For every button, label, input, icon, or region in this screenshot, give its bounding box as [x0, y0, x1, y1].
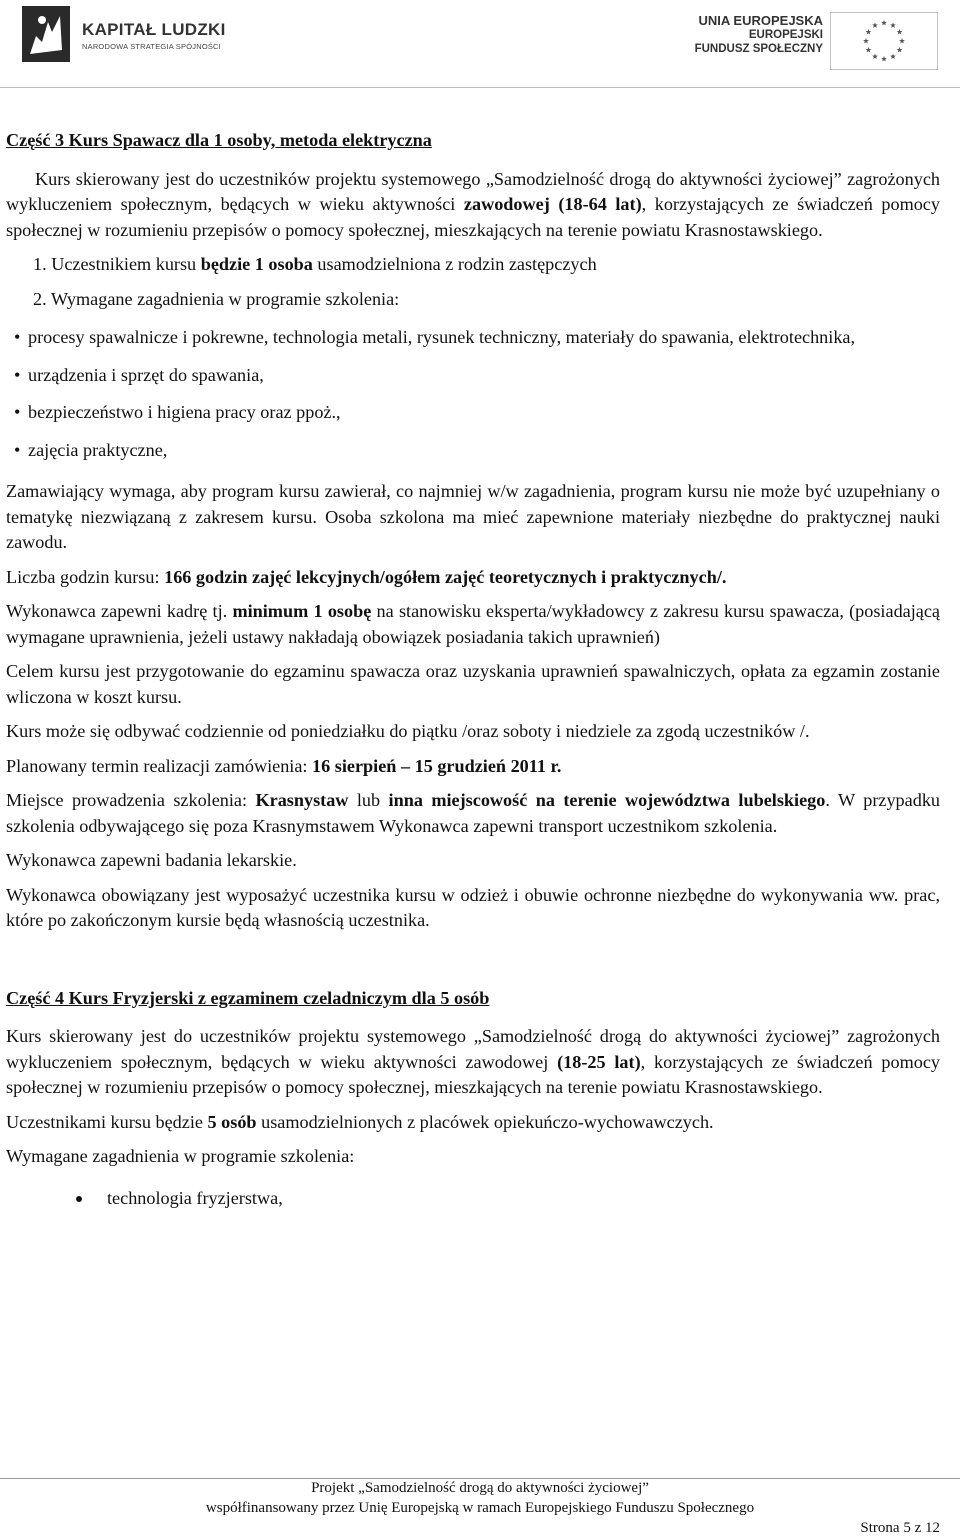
- item-1-count: będzie 1 osoba: [200, 254, 313, 274]
- kapital-ludzki-name: KAPITAŁ LUDZKI: [82, 20, 226, 39]
- part3-term: [6, 754, 940, 780]
- eu-logo-line1: UNIA EUROPEJSKA: [698, 13, 823, 28]
- location-text: . W przypadku szkolenia odbywającego się poza Krasnymstawem Wykonawca zapewni transport uczestnikom szkolenia.: [6, 790, 941, 836]
- page-number: Strona 5 z 12: [860, 1520, 940, 1536]
- participants-count: 5 osób: [207, 1111, 257, 1132]
- part3-bullet: • procesy spawalnicze i pokrewne, technologia metali, rysunek techniczny, materiały do spawania, elektrotechnika,: [6, 325, 940, 351]
- header-divider: [0, 87, 960, 88]
- eu-logo-line2: EUROPEJSKI: [748, 29, 823, 41]
- part3-item-2: 2. Wymagane zagadnienia w programie szkolenia:: [33, 288, 400, 309]
- document-body: [6, 128, 940, 1211]
- location-or: lub: [348, 790, 389, 810]
- part3-goal: Celem kursu jest przygotowanie do egzaminu spawacza oraz uzyskania uprawnień spawalniczych, opłata za egzamin zostanie wliczona w koszt kursu.: [6, 661, 940, 707]
- part3-intro-text: Kurs skierowany jest do uczestników projektu systemowego „Samodzielność drogą do aktywności życiowej” zagrożonych wykluczeniem społecznym, będących w wieku aktywności: [6, 168, 940, 214]
- part3-hours: [6, 565, 940, 591]
- part3-intro-age: zawodowej (18-64 lat): [463, 194, 642, 214]
- part3-clothing: Wykonawca obowiązany jest wyposażyć uczestnika kursu w odzież i obuwie ochronne niezbędne do wykonywania ww. prac, które po zakończonym kursie będą własnością uczestnika.: [6, 884, 940, 930]
- location-label: Miejsce prowadzenia szkolenia:: [6, 790, 256, 810]
- part4-intro: [6, 1024, 940, 1101]
- staff-count: minimum 1 osobę: [232, 601, 372, 621]
- item-1-text-2: usamodzielniona z rodzin zastępczych: [312, 254, 597, 274]
- kapital-ludzki-emblem-icon: [22, 6, 70, 62]
- part3-bullet: • zajęcia praktyczne,: [6, 438, 940, 464]
- part4-intro-age: (18-25 lat): [557, 1051, 641, 1072]
- item-1-text: 1. Uczestnikiem kursu: [33, 254, 201, 274]
- part4-intro-text: Kurs skierowany jest do uczestników projektu systemowego „Samodzielność drogą do aktywności życiowej” zagrożonych wykluczeniem społecznym, będących w wieku aktywności zawodowej: [6, 1026, 940, 1072]
- part3-location: [6, 788, 940, 839]
- participants-text-2: usamodzielnionych z placówek opiekuńczo-wychowawczych.: [256, 1111, 714, 1132]
- part4-heading: Część 4 Kurs Fryzjerski z egzaminem czeladniczym dla 5 osób: [6, 987, 490, 1008]
- part3-intro: [6, 167, 940, 244]
- eu-logo: [678, 12, 940, 70]
- part3-requirements: Zamawiający wymaga, aby program kursu zawierał, co najmniej w/w zagadnienia, program kursu nie może być uzupełniany o tematykę niezwiązaną z zakresem kursu. Osoba szkolona ma mieć zapewnione materiały niezbędne do praktycznej nauki zawodu.: [6, 481, 940, 552]
- term-value: 16 sierpień – 15 grudzień 2011 r.: [312, 755, 562, 776]
- part3-bullet: • urządzenia i sprzęt do spawania,: [6, 363, 940, 389]
- kapital-ludzki-logo: [22, 6, 226, 62]
- term-label: Planowany termin realizacji zamówienia:: [6, 755, 313, 776]
- part3-medical: Wykonawca zapewni badania lekarskie.: [6, 850, 297, 870]
- staff-text: Wykonawca zapewni kadrę tj.: [6, 601, 233, 621]
- staff-text-2: na stanowisku eksperta/wykładowcy z zakresu kursu spawacza, (posiadającą wymagane uprawnienia, jeżeli ustawy nakładają obowiązek posiadania takich uprawnień): [6, 601, 940, 647]
- eu-logo-line3: FUNDUSZ SPOŁECZNY: [694, 43, 823, 55]
- part4-bullet-list: [6, 1186, 940, 1212]
- eu-flag-icon: [830, 12, 938, 70]
- part3-heading: Część 3 Kurs Spawacz dla 1 osoby, metoda elektryczna: [6, 130, 432, 150]
- part3-staff: [6, 599, 940, 650]
- location-region: inna miejscowość na terenie województwa lubelskiego: [388, 790, 826, 810]
- part3-intro-text-2: , korzystających ze świadczeń pomocy społecznej w rozumieniu przepisów o pomocy społecznej, mieszkających na terenie powiatu Krasnostawskiego.: [6, 194, 940, 240]
- part3-bullet: • bezpieczeństwo i higiena pracy oraz ppoż.,: [6, 400, 940, 426]
- footer-funding: współfinansowany przez Unię Europejską w ramach Europejskiego Funduszu Społecznego: [205, 1500, 755, 1516]
- part3-schedule: Kurs może się odbywać codziennie od poniedziałku do piątku /oraz soboty i niedziele za zgodą uczestników /.: [6, 721, 810, 741]
- part3-item-1: [6, 252, 940, 278]
- part4-bullet: technologia fryzjerstwa,: [6, 1186, 940, 1212]
- participants-text: Uczestnikami kursu będzie: [6, 1111, 208, 1132]
- part4-participants: [6, 1110, 940, 1136]
- page-footer: [0, 1478, 960, 1518]
- footer-project: Projekt „Samodzielność drogą do aktywności życiowej”: [311, 1480, 649, 1496]
- location-city: Krasnystaw: [255, 790, 349, 810]
- hours-label: Liczba godzin kursu:: [6, 566, 165, 587]
- kapital-ludzki-subtitle: NARODOWA STRATEGIA SPÓJNOŚCI: [82, 42, 221, 51]
- hours-value: 166 godzin zajęć lekcyjnych/ogółem zajęć teoretycznych i praktycznych/.: [164, 566, 727, 587]
- part4-requirements-label: Wymagane zagadnienia w programie szkolenia:: [6, 1146, 355, 1166]
- part4-intro-text-2: , korzystających ze świadczeń pomocy społecznej w rozumieniu przepisów o pomocy społecznej, mieszkających na terenie powiatu Krasnostawskiego.: [6, 1051, 940, 1097]
